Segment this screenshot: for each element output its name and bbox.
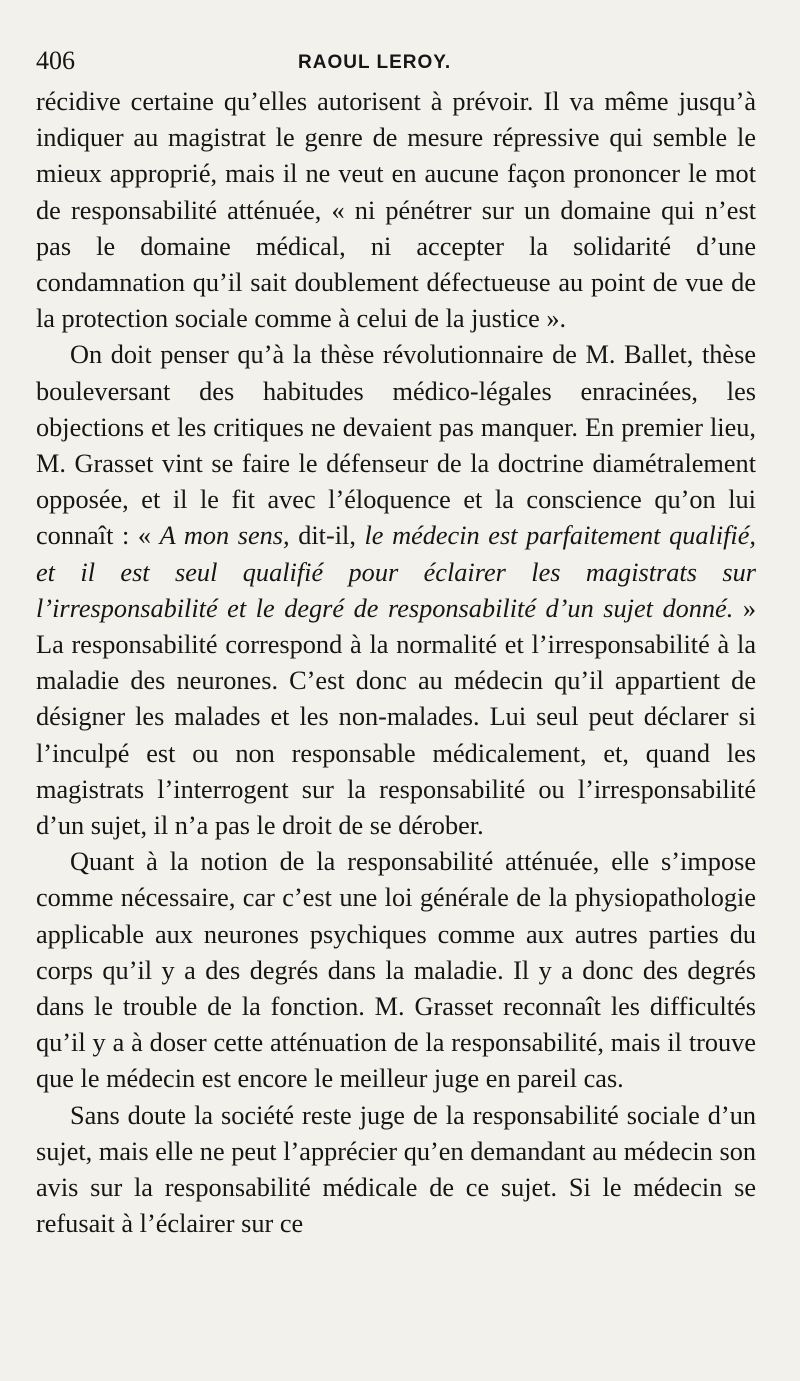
page-header [36, 40, 756, 84]
text-segment: Sans doute la société reste juge de la responsabilité sociale d’un sujet, mais elle ne peut l’apprécier qu’en demandant au médecin son avis sur la responsabilité médicale de ce sujet. Si le médecin se refusait à l’éclairer sur ce [36, 1100, 756, 1239]
text-segment: » La responsabilité correspond à la normalité et l’irresponsabilité à la maladie des neurones. C’est donc au médecin qu’il appartient de désigner les malades et les non-malades. Lui seul peut déclarer si l’inculpé est ou non responsable médicalement, et, quand les magistrats l’interrogent sur la responsabilité ou l’irresponsabilité d’un sujet, il n’a pas le droit de se dérober. [36, 593, 756, 841]
italic-segment: A mon sens, [159, 521, 290, 551]
paragraph [36, 84, 756, 337]
text-segment: dit-il, [289, 521, 365, 551]
italic-quote: le médecin est parfaitement qualifié, et il est seul qualifié pour éclairer les magistrats sur l’irresponsabilité et le degré de responsabilité d’un sujet donné. [36, 521, 756, 623]
text-segment: Quant à la notion de la responsabilité atténuée, elle s’impose comme nécessaire, car c’est une loi générale de la physiopathologie applicable aux neurones psychiques comme aux autres parties du corps qu’il y a des degrés dans la maladie. Il y a donc des degrés dans le trouble de la fonction. M. Grasset reconnaît les difficultés qu’il y a à doser cette atténuation de la responsabilité, mais il trouve que le médecin est encore le meilleur juge en pareil cas. [36, 847, 756, 1094]
paragraph [36, 1098, 756, 1243]
running-head: RAOUL LEROY. [298, 52, 452, 73]
body-text [36, 84, 756, 1243]
text-segment: récidive certaine qu’elles autorisent à prévoir. Il va même jusqu’à indiquer au magistrat le genre de mesure répressive qui semble le mieux approprié, mais il ne veut en aucune façon prononcer le mot de responsabilité atténuée, « ni pénétrer sur un domaine qui n’est pas le domaine médical, ni accepter la solidarité d’une condamnation qu’il sait doublement défectueuse au point de vue de la protection sociale comme à celui de la justice ». [36, 87, 756, 334]
paragraph [36, 337, 756, 844]
text-segment: On doit penser qu’à la thèse révolutionnaire de M. Ballet, thèse bouleversant des habitudes médico-légales enracinées, les objections et les critiques ne devaient pas manquer. En premier lieu, M. Grasset vint se faire le défenseur de la doctrine diamétralement opposée, et il le fit avec l’éloquence et la conscience qu’on lui connaît : « [36, 340, 756, 551]
page-number: 406 [36, 46, 75, 75]
paragraph [36, 844, 756, 1097]
